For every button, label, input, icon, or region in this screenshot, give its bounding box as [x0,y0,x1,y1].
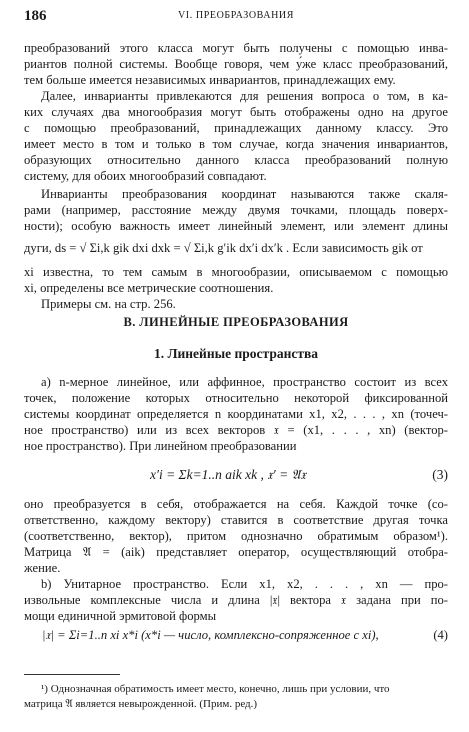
subsection-title: 1. Линейные пространства [153,346,319,361]
running-title: VI. ПРЕОБРАЗОВАНИЯ [177,10,295,21]
footnote-divider [24,674,120,675]
text-line: ких случаях два многообразия могут быть отображены одно на другое [24,105,448,119]
page-header [24,8,448,28]
text-line: имеет место в том и только в том случае, когда значения инвариантов, [24,137,448,151]
text-line: Матрица 𝔄 = (aik) представляет оператор, осуществляющий отобра- [24,545,448,559]
text-line: с помощью преобразований, принадлежащих данному классу. Это [24,121,448,135]
text-line: xi известна, то тем самым в многообразии, описываемом с помощью [24,265,448,279]
text-line: рами (например, расстояние между двумя точками, площадь поверх- [24,203,448,217]
text-line: оно преобразуется в себя, отображается на себя. Каждой точке (со- [24,497,448,511]
text-line: ности); особую важность имеет линейный элемент, или элемент длины [24,219,448,233]
text-line: мощи единичной эрмитовой формы [24,609,217,623]
text-line: жение. [24,561,61,575]
text-line: Далее, инварианты привлекаются для решения вопроса о том, в ка- [41,89,448,103]
equation-number-4: (4) [433,628,448,642]
text-line: образующих относительно данного класса преобразований полную [24,153,448,167]
text-line: Инварианты преобразования координат называются также скаля- [41,187,448,201]
section-title: B. ЛИНЕЙНЫЕ ПРЕОБРАЗОВАНИЯ [123,315,349,329]
text-line: систему, для обоих многообразий совпадают. [24,169,267,183]
formula-3-expression: x′i = Σk=1..n aik xk , 𝔵′ = 𝔄𝔵 [150,467,306,482]
text-line: преобразований этого класса могут быть получены с помощью инва- [24,41,448,55]
text-line: системы координат определяется n координатами x1, x2, . . . , xn (точеч- [24,407,448,421]
text-line: a) n-мерное линейное, или аффинное, пространство состоит из всех [41,375,448,389]
text-line: ное пространство) или из всех векторов 𝔵 = (x1, . . . , xn) (вектор- [24,423,448,437]
text-line: ное пространство). При линейном преобразовании [24,439,297,453]
text-line: точек, положение которых относительно некоторой фиксированной [24,391,448,405]
text-line: риантов полной системы. Вообще говоря, чем у́же класс преобразований, [24,57,448,71]
text-line: Примеры см. на стр. 256. [41,297,176,311]
text-line: xi, определены все метрические соотношения. [24,281,274,295]
page-number: 186 [24,8,47,24]
text-line: тем больше имеется независимых инвариантов, принадлежащих ему. [24,73,396,87]
text-line: ответственно, каждому вектору) ставится в соответствие другая точка [24,513,448,527]
footnote-line: ¹) Однозначная обратимость имеет место, конечно, лишь при условии, что [41,683,390,695]
text-line: (соответственно, вектор), притом однозначно обратимым образом¹). [24,529,448,543]
formula-3 [24,460,448,490]
formula-4 [24,624,448,646]
equation-number-3: (3) [432,467,448,482]
formula-4-expression: |𝔵| = Σi=1..n xi x*i (x*i — число, комплексно-сопряженное с xi), [42,628,379,642]
text-line: извольные комплексные числа и длина |𝔵| вектора 𝔵 задана при по- [24,593,448,607]
inline-formula-line: дуги, ds = √ Σi,k gik dxi dxk = √ Σi,k g′ik dx′i dx′k . Если зависимость gik от [24,241,423,255]
footnote-line: матрица 𝔄 является невырожденной. (Прим. ред.) [24,698,258,710]
text-line: b) Унитарное пространство. Если x1, x2, . . . , xn — про- [41,577,448,591]
